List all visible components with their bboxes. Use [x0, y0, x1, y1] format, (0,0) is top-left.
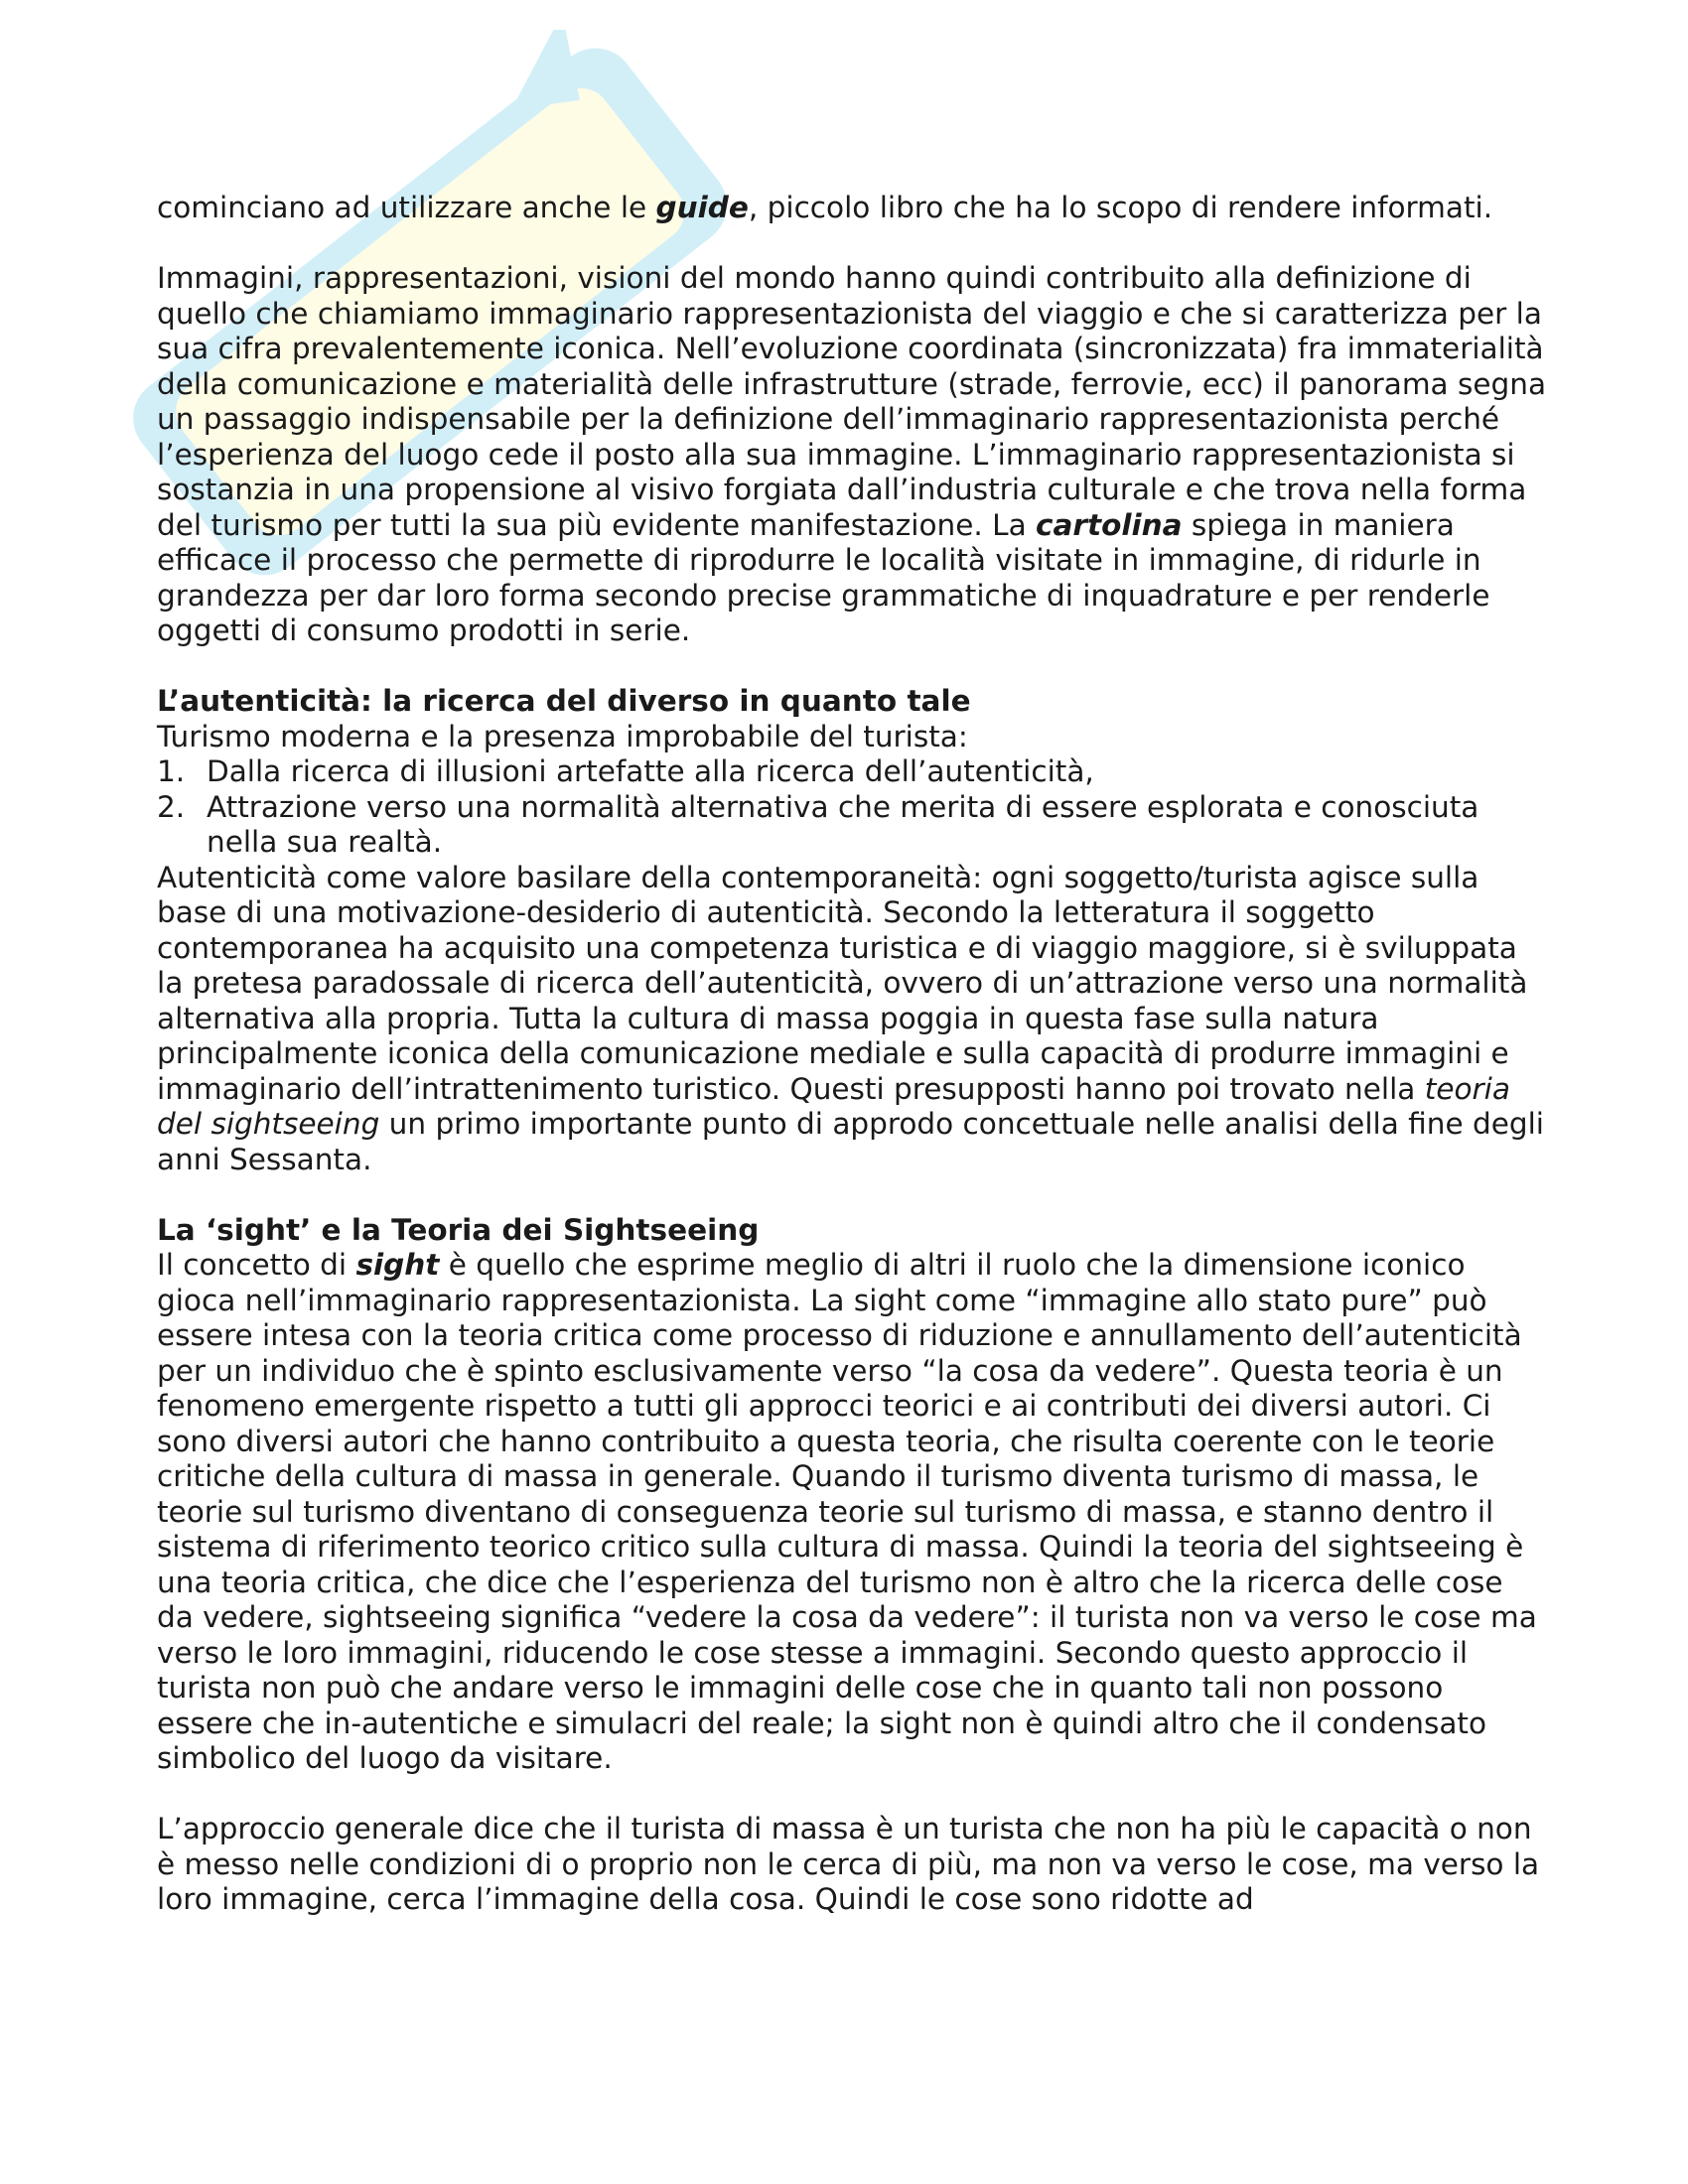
numbered-list	[157, 754, 1547, 861]
term-teoria-sightseeing: teoria del sightseeing	[157, 1071, 1510, 1141]
term-sight: sight	[355, 1248, 440, 1282]
paragraph-approccio: L’approccio generale dice che il turista di massa è un turista che non ha più le capacità o non è messo nelle condizioni di o proprio non le cerca di più, ma non va verso le cose, ma verso la loro immagine, cerca l’immagine della cosa. Quindi le cose sono ridotte ad	[157, 1812, 1540, 1916]
paragraph-sight: Il concetto di sight è quello che esprime meglio di altri il ruolo che la dimensione iconico gioca nell’immaginario rappresentazionista. La sight come “immagine allo stato pure” può essere intesa con la teoria critica come processo di riduzione e annullamento dell’autenticità per un individuo che è spinto esclusivamente verso “la cosa da vedere”. Questa teoria è un fenomeno emergente rispetto a tutti gli approcci teorici e ai contributi dei diversi autori. Ci sono diversi autori che hanno contribuito a questa teoria, che risulta coerente con le teorie critiche della cultura di massa in generale. Quando il turismo diventa turismo di massa, le teorie sul turismo diventano di conseguenza teorie sul turismo di massa, e stanno dentro il sistema di riferimento teorico critico sulla cultura di massa. Quindi la teoria del sightseeing è una teoria critica, che dice che l’esperienza del turismo non è altro che la ricerca delle cose da vedere, sightseeing significa “vedere la cosa da vedere”: il turista non va verso le cose ma verso le loro immagini, riducendo le cose stesse a immagini. Secondo questo approccio il turista non può che andare verso le immagini delle cose che in quanto tali non possono essere che in-autentiche e simulacri del reale; la sight non è quindi altro che il condensato simbolico del luogo da visitare.	[157, 1248, 1537, 1775]
heading-autenticita: L’autenticità: la ricerca del diverso in quanto tale	[157, 684, 971, 718]
paragraph-guide: cominciano ad utilizzare anche le guide, piccolo libro che ha lo scopo di rendere informati.	[157, 191, 1493, 224]
paragraph-cartolina: Immagini, rappresentazioni, visioni del mondo hanno quindi contribuito alla definizione di quello che chiamiamo immaginario rappresentazionista del viaggio e che si caratterizza per la sua cifra prevalentemente iconica. Nell’evoluzione coordinata (sincronizzata) fra immaterialità della comunicazione e materialità delle infrastrutture (strade, ferrovie, ecc) il panorama segna un passaggio indispensabile per la definizione dell’immaginario rappresentazionista perché l’esperienza del luogo cede il posto alla sua immagine. L’immaginario rappresentazionista si sostanzia in una propensione al visivo forgiata dall’industria culturale e che trova nella forma del turismo per tutti la sua più evidente manifestazione. La cartolina spiega in maniera efficace il processo che permette di riprodurre le località visitate in immagine, di ridurle in grandezza per dar loro forma secondo precise grammatiche di inquadrature e per renderle oggetti di consumo prodotti in serie.	[157, 261, 1547, 647]
document-page	[157, 191, 1547, 1918]
term-guide: guide	[655, 191, 749, 224]
intro-turismo-moderna: Turismo moderna e la presenza improbabile del turista:	[157, 719, 968, 753]
heading-sightseeing: La ‘sight’ e la Teoria dei Sightseeing	[157, 1212, 760, 1247]
list-item: 1. Dalla ricerca di illusioni artefatte alla ricerca dell’autenticità,	[157, 754, 1094, 788]
paragraph-autenticita: Autenticità come valore basilare della contemporaneità: ogni soggetto/turista agisce sulla base di una motivazione-desiderio di autenticità. Secondo la letteratura il soggetto contemporanea ha acquisito una competenza turistica e di viaggio maggiore, si è sviluppata la pretesa paradossale di ricerca dell’autenticità, ovvero di un’attrazione verso una normalità alternativa alla propria. Tutta la cultura di massa poggia in questa fase sulla natura principalmente iconica della comunicazione mediale e sulla capacità di produrre immagini e immaginario dell’intrattenimento turistico. Questi presupposti hanno poi trovato nella teoria del sightseeing un primo importante punto di approdo concettuale nelle analisi della fine degli anni Sessanta.	[157, 860, 1544, 1176]
term-cartolina: cartolina	[1036, 507, 1183, 542]
list-item: 2. Attrazione verso una normalità alternativa che merita di essere esplorata e conosciuta nella sua realtà.	[157, 789, 1479, 859]
